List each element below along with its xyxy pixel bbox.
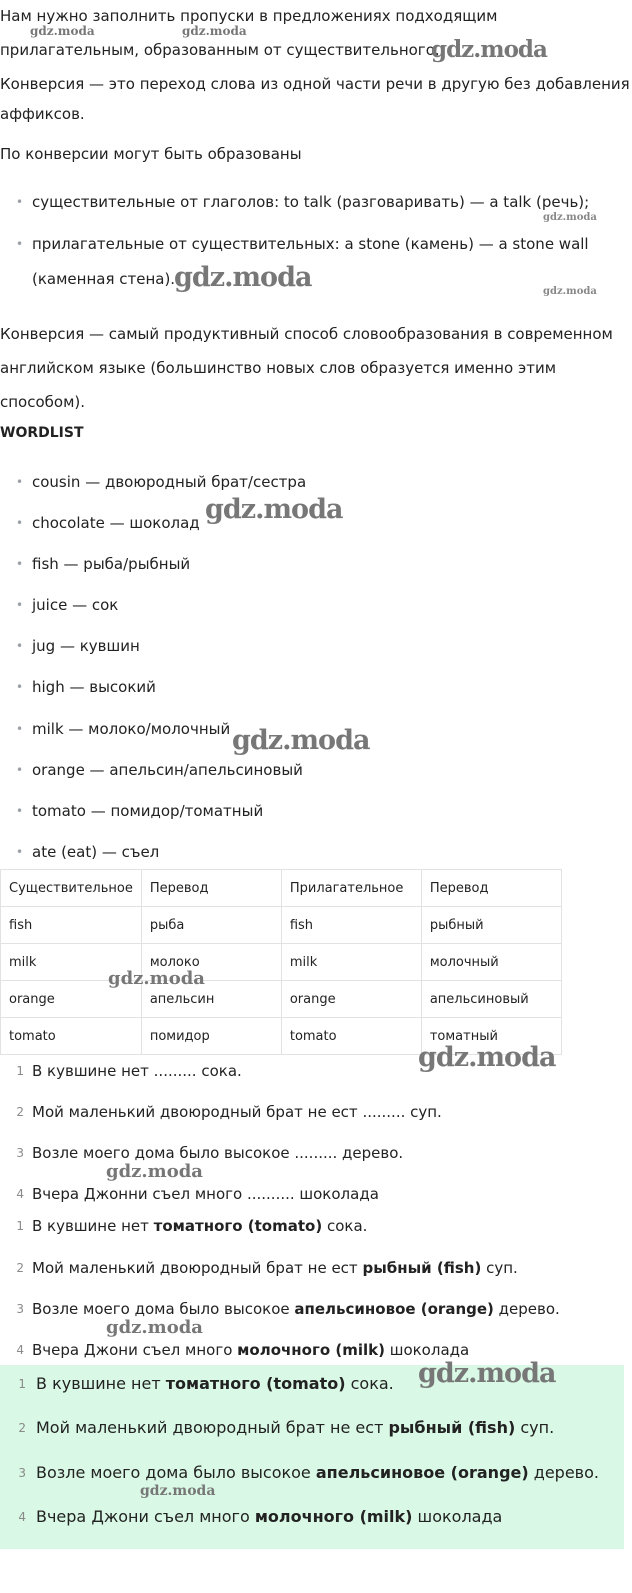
watermark-logo: gdz.moda [418,1358,556,1389]
conversion-table [0,869,562,1055]
table-header-cell: Прилагательное [281,870,421,907]
answer-text: Возле моего дома было высокое [36,1463,316,1482]
list-number: 2 [16,1261,24,1275]
table-header-cell: Существительное [1,870,142,907]
watermark-logo: gdz.moda [174,262,312,293]
task-sentence: Возле моего дома было высокое ......... дерево. [32,1144,404,1162]
answer-sentence [36,1502,502,1532]
watermark-logo: gdz.moda [431,36,547,63]
intro-line-2: прилагательным, образованным от существительного. [0,41,440,59]
watermark-logo: gdz.moda [108,968,205,989]
answer-text: В кувшине нет [36,1374,166,1393]
list-number: 1 [16,1219,24,1233]
watermark-logo: gdz.moda [543,212,597,223]
answer-highlight: томатного (tomato) [153,1217,323,1235]
answer-text: суп. [515,1418,555,1437]
list-number: 3 [18,1466,26,1480]
answer-sentence [32,1335,469,1365]
bullet-icon: • [16,237,24,251]
table-cell: fish [281,907,421,944]
list-number: 4 [16,1187,24,1201]
bullet-icon: • [16,680,24,694]
wordlist-item: chocolate — шоколад [32,514,200,532]
table-cell: рыба [141,907,281,944]
watermark-logo: gdz.moda [232,725,370,756]
bullet-icon: • [16,598,24,612]
list-number: 2 [18,1421,26,1435]
conclusion-line-2: английском языке (большинство новых слов образуется именно этим [0,359,557,377]
table-cell: orange [1,981,142,1018]
watermark-logo: gdz.moda [418,1042,556,1073]
answer-text: шоколада [412,1507,503,1526]
list-number: 4 [18,1510,26,1524]
bullet-icon: • [16,475,24,489]
answer-sentence [36,1369,394,1399]
task-sentence: Вчера Джонни съел много .......... шоколада [32,1185,379,1203]
table-cell: рыбный [421,907,561,944]
intro-line-5: По конверсии могут быть образованы [0,145,302,163]
table-cell: молоко [141,944,281,981]
wordlist-item: juice — сок [32,596,119,614]
watermark-logo: gdz.moda [205,494,343,525]
answer-sentence [32,1211,367,1241]
list-number: 2 [16,1105,24,1119]
watermark-logo: gdz.moda [182,24,247,38]
watermark-logo: gdz.moda [140,1483,216,1499]
conclusion-line-3: способом). [0,393,86,411]
conclusion-line-1: Конверсия — самый продуктивный способ словообразования в современном [0,325,613,343]
answer-highlight: рыбный (fish) [388,1418,516,1437]
answer-text: Вчера Джони съел много [36,1507,255,1526]
watermark-logo: gdz.moda [30,24,95,38]
conversion-example-2-cont: (каменная стена). [32,270,176,288]
wordlist-item: fish — рыба/рыбный [32,555,191,573]
table-cell: томатный [421,1018,561,1055]
table-cell: tomato [1,1018,142,1055]
watermark-logo: gdz.moda [106,1317,203,1338]
intro-line-3: Конверсия — это переход слова из одной части речи в другую без добавления [0,75,630,93]
table-header-cell: Перевод [141,870,281,907]
table-row [1,907,562,944]
table-cell: tomato [281,1018,421,1055]
wordlist-item: milk — молоко/молочный [32,720,231,738]
wordlist-item: jug — кувшин [32,637,140,655]
watermark-logo: gdz.moda [106,1161,203,1182]
intro-line-1: Нам нужно заполнить пропуски в предложениях подходящим [0,7,498,25]
list-number: 1 [16,1064,24,1078]
bullet-icon: • [16,804,24,818]
answer-text: сока. [345,1374,394,1393]
answer-highlight: молочного (milk) [254,1507,413,1526]
answer-text: Мой маленький двоюродный брат не ест [32,1259,363,1277]
answer-text: шоколада [384,1341,470,1359]
wordlist-heading: WORDLIST [0,425,84,441]
bullet-icon: • [16,639,24,653]
table-header-cell: Перевод [421,870,561,907]
wordlist-item: high — высокий [32,678,156,696]
answer-highlight: молочного (milk) [237,1341,385,1359]
answer-text: Возле моего дома было высокое [32,1300,295,1318]
table-cell: orange [281,981,421,1018]
bullet-icon: • [16,195,24,209]
table-cell: апельсиновый [421,981,561,1018]
table-cell: помидор [141,1018,281,1055]
table-cell: молочный [421,944,561,981]
list-number: 3 [16,1146,24,1160]
table-header-row [1,870,562,907]
list-number: 1 [18,1377,26,1391]
answer-text: Вчера Джони съел много [32,1341,238,1359]
answer-text: дерево. [528,1463,599,1482]
answer-highlight: рыбный (fish) [362,1259,482,1277]
answer-sentence [36,1413,554,1443]
list-number: 4 [16,1343,24,1357]
conversion-example-1: существительные от глаголов: to talk (разговаривать) — a talk (речь); [32,193,590,211]
table-cell: milk [281,944,421,981]
answer-text: В кувшине нет [32,1217,154,1235]
table-cell: milk [1,944,142,981]
bullet-icon: • [16,763,24,777]
task-sentence: Мой маленький двоюродный брат не ест ......... суп. [32,1103,442,1121]
wordlist-item: ate (eat) — съел [32,843,160,861]
wordlist-item: tomato — помидор/томатный [32,802,264,820]
task-sentence: В кувшине нет ......... сока. [32,1062,242,1080]
table-row [1,981,562,1018]
wordlist-item: cousin — двоюродный брат/сестра [32,473,307,491]
bullet-icon: • [16,557,24,571]
answer-sentence [32,1253,518,1283]
answer-text: суп. [481,1259,518,1277]
answer-highlight: апельсиновое (orange) [315,1463,529,1482]
intro-line-4: аффиксов. [0,105,85,123]
bullet-icon: • [16,722,24,736]
bullet-icon: • [16,516,24,530]
answer-text: дерево. [493,1300,560,1318]
conversion-example-2: прилагательные от существительных: a stone (камень) — a stone wall [32,235,589,253]
bullet-icon: • [16,845,24,859]
table-cell: fish [1,907,142,944]
answer-highlight: томатного (tomato) [165,1374,346,1393]
wordlist-item: orange — апельсин/апельсиновый [32,761,303,779]
list-number: 3 [16,1302,24,1316]
watermark-logo: gdz.moda [543,286,597,297]
answer-sentence [36,1458,599,1488]
answer-text: сока. [322,1217,368,1235]
table-cell: апельсин [141,981,281,1018]
table-row [1,944,562,981]
answer-text: Мой маленький двоюродный брат не ест [36,1418,389,1437]
answer-highlight: апельсиновое (orange) [294,1300,494,1318]
